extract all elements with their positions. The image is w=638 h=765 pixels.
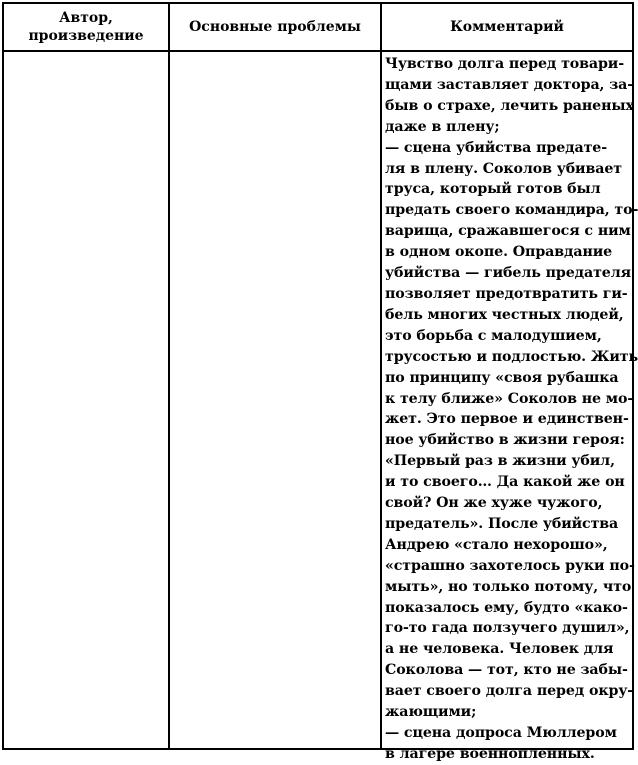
comment-line: Андрею «стало нехорошо»,: [385, 536, 608, 553]
comment-line: свой? Он же хуже чужого,: [385, 495, 603, 512]
header-comment: Комментарий: [450, 19, 564, 35]
comment-line: «страшно захотелось руки по-: [385, 557, 635, 574]
comment-line: показалось ему, будто «како-: [385, 599, 628, 616]
comment-line: быв о страхе, лечить раненых: [385, 97, 634, 114]
comment-line: предать своего командира, то-: [385, 202, 638, 219]
comment-line: — сцена убийства предате-: [385, 139, 607, 156]
comment-line: щами заставляет доктора, за-: [385, 76, 634, 93]
comment-line: го-то гада ползучего душил»,: [385, 620, 630, 637]
header-author-line2: произведение: [28, 28, 144, 44]
comment-line: к телу ближе» Соколов не мо-: [385, 390, 634, 407]
comment-line: ное убийство в жизни героя:: [385, 432, 625, 449]
comment-line: позволяет предотвратить ги-: [385, 285, 628, 302]
header-author-work: [4, 4, 168, 50]
literature-table: [2, 2, 638, 762]
comment-line: по принципу «своя рубашка: [385, 369, 619, 386]
comment-line: жет. Это первое и единствен-: [385, 411, 629, 428]
comment-line: «Первый раз в жизни убил,: [385, 453, 615, 470]
column-divider-1: [168, 4, 170, 748]
table-header: [4, 4, 632, 52]
comment-line: даже в плену;: [385, 118, 500, 135]
comment-line: ля в плену. Соколов убивает: [385, 160, 622, 177]
comment-line: трусостью и подлостью. Жить: [385, 348, 638, 365]
comment-line: в лагере военнопленных.: [385, 745, 595, 762]
comment-line: труса, который готов был: [385, 181, 601, 198]
comment-line: жающими;: [385, 704, 477, 721]
comment-line: и то своего… Да какой же он: [385, 474, 625, 491]
comment-cell: [385, 54, 638, 765]
comment-line: а не человека. Человек для: [385, 641, 614, 658]
comment-line: Соколова — тот, кто не забы-: [385, 662, 628, 679]
column-divider-2: [380, 4, 382, 748]
comment-line: это борьба с малодушием,: [385, 327, 602, 344]
comment-line: вает своего долга перед окру-: [385, 683, 634, 700]
comment-line: Чувство долга перед товари-: [385, 56, 625, 72]
comment-line: мыть», но только потому, что: [385, 578, 632, 595]
comment-line: — сцена допроса Мюллером: [385, 725, 617, 741]
comment-line: предатель». После убийства: [385, 515, 619, 532]
header-main-problems: Основные проблемы: [189, 19, 361, 35]
comment-line: убийства — гибель предателя: [385, 265, 631, 282]
comment-line: варища, сражавшегося с ним: [385, 223, 631, 240]
comment-line: бель многих честных людей,: [385, 306, 624, 323]
comment-line: в одном окопе. Оправдание: [385, 244, 613, 261]
header-author-line1: Автор,: [59, 10, 113, 26]
